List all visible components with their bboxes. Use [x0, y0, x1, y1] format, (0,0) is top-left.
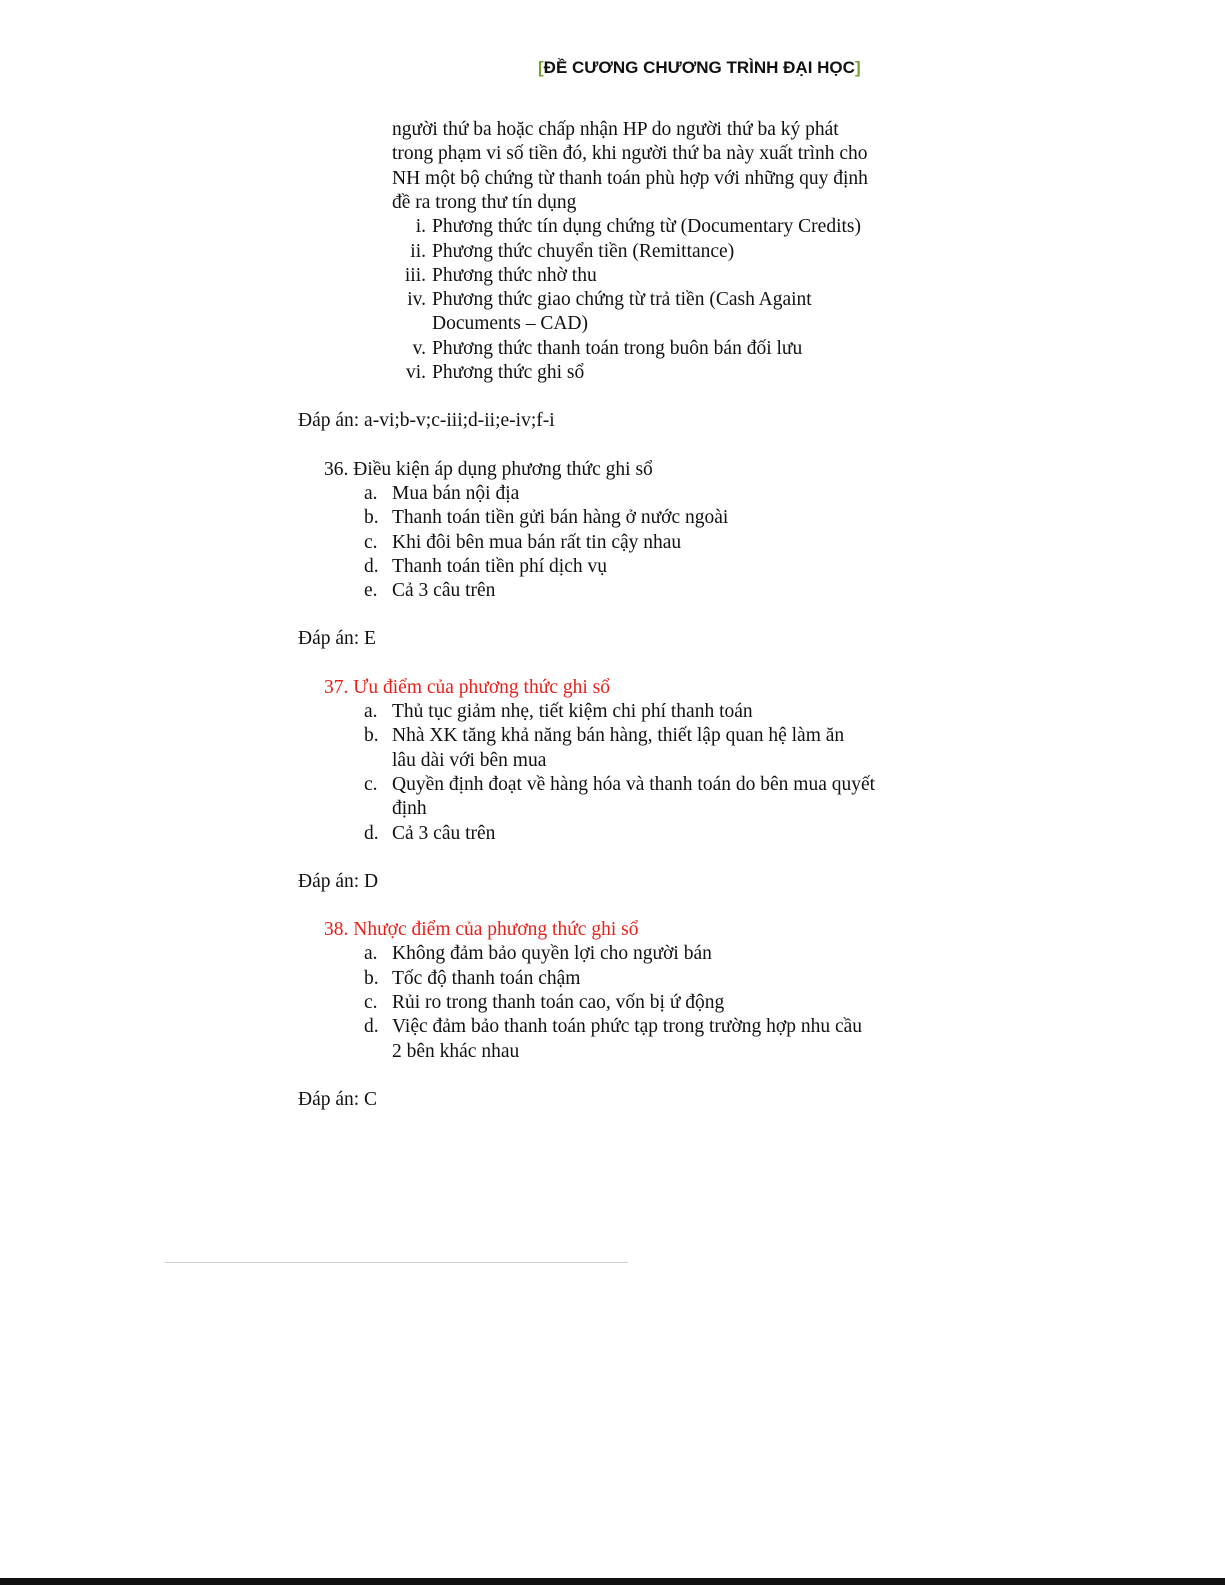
roman-list-marker: iii. — [404, 264, 426, 286]
page-bottom-bar — [0, 1578, 1225, 1585]
option-marker: b. — [364, 725, 379, 747]
answer-line: Đáp án: C — [298, 1088, 378, 1110]
option-marker: b. — [364, 507, 379, 529]
roman-list-marker: iv. — [407, 289, 426, 311]
option-marker: d. — [364, 555, 379, 577]
answer-line: Đáp án: E — [298, 628, 376, 650]
option-text: Cả 3 câu trên — [392, 822, 496, 844]
option-text: Quyền định đoạt về hàng hóa và thanh toán do bên mua quyết — [392, 773, 876, 795]
option-marker: c. — [364, 531, 378, 553]
answer-line: Đáp án: a-vi;b-v;c-iii;d-ii;e-iv;f-i — [298, 410, 555, 432]
option-text: định — [392, 798, 427, 820]
roman-list-marker: ii. — [410, 240, 426, 262]
option-marker: c. — [364, 773, 378, 795]
option-text: Cả 3 câu trên — [392, 580, 496, 602]
header-title: ĐỀ CƯƠNG CHƯƠNG TRÌNH ĐẠI HỌC — [543, 58, 855, 77]
option-text: 2 bên khác nhau — [392, 1040, 520, 1062]
roman-list-item: Phương thức chuyển tiền (Remittance) — [432, 240, 735, 262]
intro-paragraph-line: trong phạm vi số tiền đó, khi người thứ ba này xuất trình cho — [392, 143, 868, 165]
roman-list-item: Phương thức ghi sổ — [432, 362, 585, 383]
intro-paragraph-line: đề ra trong thư tín dụng — [392, 191, 577, 213]
option-text: Việc đảm bảo thanh toán phức tạp trong trường hợp nhu cầu — [392, 1016, 863, 1038]
option-marker: e. — [364, 580, 378, 602]
option-marker: b. — [364, 967, 379, 989]
option-text: Thanh toán tiền gửi bán hàng ở nước ngoài — [392, 507, 729, 529]
option-text: Khi đôi bên mua bán rất tin cậy nhau — [392, 531, 682, 553]
page-header — [538, 58, 861, 78]
option-text: Không đảm bảo quyền lợi cho người bán — [392, 943, 712, 965]
roman-list-marker: i. — [415, 216, 426, 238]
option-marker: a. — [364, 701, 378, 722]
option-marker: a. — [364, 943, 378, 965]
roman-list-item: Documents – CAD) — [432, 313, 588, 335]
question-title: 37. Ưu điểm của phương thức ghi sổ — [324, 676, 610, 698]
answer-line: Đáp án: D — [298, 870, 379, 892]
roman-list-item: Phương thức giao chứng từ trả tiền (Cash Againt — [432, 289, 812, 311]
question-title: 36. Điều kiện áp dụng phương thức ghi sổ — [324, 458, 653, 480]
option-text: Mua bán nội địa — [392, 482, 520, 504]
option-marker: c. — [364, 992, 378, 1013]
roman-list-item: Phương thức nhờ thu — [432, 264, 597, 286]
option-text: Nhà XK tăng khả năng bán hàng, thiết lập quan hệ làm ăn — [392, 725, 845, 747]
roman-list-marker: vi. — [405, 362, 426, 383]
intro-paragraph-line: người thứ ba hoặc chấp nhận HP do người thứ ba ký phát — [392, 119, 839, 140]
question-title: 38. Nhược điểm của phương thức ghi sổ — [324, 919, 639, 941]
option-text: Thủ tục giảm nhẹ, tiết kiệm chi phí thanh toán — [392, 701, 753, 722]
option-text: Tốc độ thanh toán chậm — [392, 967, 581, 989]
option-text: Thanh toán tiền phí dịch vụ — [392, 555, 607, 577]
roman-list-marker: v. — [412, 337, 426, 359]
header-close-bracket: ] — [854, 58, 861, 77]
option-text: lâu dài với bên mua — [392, 749, 547, 771]
option-marker: d. — [364, 1016, 379, 1038]
roman-list-item: Phương thức tín dụng chứng từ (Documentary Credits) — [432, 216, 861, 238]
footnote-separator — [165, 1262, 628, 1263]
option-marker: d. — [364, 822, 379, 844]
roman-list-item: Phương thức thanh toán trong buôn bán đối lưu — [432, 337, 803, 359]
option-marker: a. — [364, 482, 378, 504]
header-open-bracket: [ — [538, 58, 544, 77]
option-text: Rủi ro trong thanh toán cao, vốn bị ứ động — [392, 992, 725, 1013]
intro-paragraph-line: NH một bộ chứng từ thanh toán phù hợp với những quy định — [392, 167, 868, 189]
